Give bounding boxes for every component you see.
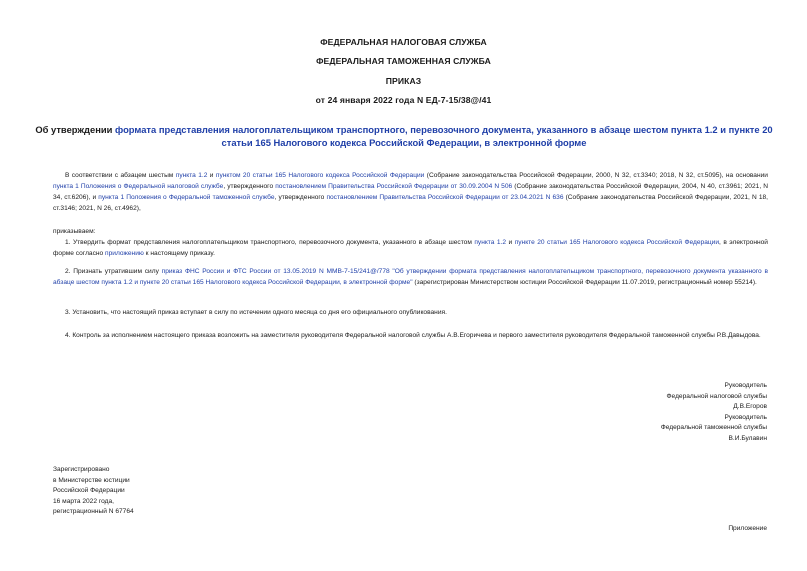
preamble-text-6: , утвержденного: [274, 194, 327, 201]
link-p1-2[interactable]: пункта 1.2: [175, 172, 208, 179]
link-polozhenie-fns[interactable]: пункта 1 Положения о Федеральной налоговой службе: [53, 183, 224, 190]
item1-link-p20[interactable]: пункте 20 статьи 165 Налогового кодекса Российской Федерации: [514, 239, 720, 246]
registration-line: регистрационный N 67764: [53, 508, 134, 515]
signature-line: Федеральной налоговой службы: [666, 392, 767, 400]
document-title: [34, 123, 774, 149]
item-2: [53, 266, 768, 288]
item1-text-3: , в электронной форме согласно: [53, 239, 768, 257]
header-fns: ФЕДЕРАЛЬНАЯ НАЛОГОВАЯ СЛУЖБА: [320, 37, 487, 47]
registration-line: 16 марта 2022 года,: [53, 497, 114, 505]
signature-line: Руководитель: [724, 382, 767, 389]
registration-line: Российской Федерации: [53, 487, 125, 494]
signature-line: Руководитель: [724, 413, 767, 421]
link-postanovlenie-636[interactable]: постановлением Правительства Российской Федерации от 23.04.2021 N 636: [326, 194, 564, 201]
item4-text: 4. Контроль за исполнением настоящего приказа возложить на заместителя руководителя Федеральной налоговой службы А.В.Егоричева и первого заместителя руководителя Федеральной таможенной службы Р.В.Давыдова.: [65, 332, 761, 339]
item1-text-1: 1. Утвердить формат представления налогоплательщиком транспортного, перевозочного документа, указанного в абзаце шестом: [65, 239, 475, 246]
item2-text-2: (зарегистрирован Министерством юстиции Российской Федерации 11.07.2019, регистрационный номер 55214).: [412, 279, 757, 286]
preamble-text-7: (Собрание законодательства Российской Федерации, 2021, N 18, ст.3146; 2021, N 26, ст.4962),: [53, 194, 768, 212]
header-prikaz: ПРИКАЗ: [385, 76, 422, 86]
item2-link-prikaz[interactable]: приказ ФНС России и ФТС России от 13.05.2019 N ММВ-7-15/241@/778 "Об утверждении формата представления налогоплательщиком транспортного, перевозочного документа указанного в абзаце шестом пункта 1.2 и пункте 20 статьи 165 Налогового кодекса Российской Федерации, в электронной форме": [53, 268, 768, 286]
preamble-text-4: , утвержденного: [223, 183, 276, 190]
link-postanovlenie-506[interactable]: постановлением Правительства Российской Федерации от 30.09.2004 N 506: [275, 183, 513, 190]
item1-link-p1-2[interactable]: пункта 1.2: [474, 239, 507, 246]
signature-line: В.И.Булавин: [728, 434, 767, 442]
preamble-text-3: (Собрание законодательства Российской Федерации, 2000, N 32, ст.3340; 2018, N 32, ст.5095), на основании: [424, 172, 768, 179]
registration-line: Зарегистрировано: [53, 466, 110, 473]
signature-line: Федеральной таможенной службы: [660, 424, 767, 431]
header-fts: ФЕДЕРАЛЬНАЯ ТАМОЖЕННАЯ СЛУЖБА: [316, 56, 491, 66]
registration-block: [53, 465, 134, 518]
item1-text-4: к настоящему приказу.: [143, 250, 215, 257]
item-4: [53, 330, 768, 341]
link-polozhenie-fts[interactable]: пункта 1 Положения о Федеральной таможенной службе: [98, 194, 275, 201]
registration-line: в Министерстве юстиции: [53, 476, 130, 484]
title-link[interactable]: формата представления налогоплательщиком транспортного, перевозочного документа, указанного в абзаце шестом пункта 1.2 и пункте 20 статьи 165 Налогового кодекса Российской Федерации, в электронной форме: [115, 124, 773, 148]
title-prefix: Об утверждении: [35, 124, 115, 135]
item3-text: 3. Установить, что настоящий приказ вступает в силу по истечении одного месяца со дня его официального опубликования.: [65, 309, 447, 316]
signature-line: Д.В.Егоров: [733, 403, 767, 410]
item-3: [53, 307, 768, 318]
item2-text-1: 2. Признать утратившим силу: [65, 268, 162, 275]
preamble-text-2: и: [207, 172, 216, 179]
preamble-text-5: (Собрание законодательства Российской Федерации, 2004, N 40, ст.3961; 2021, N 34, ст.6206), и: [53, 183, 768, 201]
link-p20-st165[interactable]: пунктом 20 статьи 165 Налогового кодекса Российской Федерации: [215, 172, 425, 179]
header-date-number: от 24 января 2022 года N ЕД-7-15/38@/41: [315, 95, 492, 105]
prikazyvaem-label: приказываем:: [53, 228, 96, 235]
item1-link-appendix[interactable]: приложению: [105, 250, 144, 257]
item1-text-2: и: [506, 239, 515, 246]
appendix-label: Приложение: [728, 525, 767, 532]
preamble-paragraph: [53, 170, 768, 214]
item-1: [53, 237, 768, 259]
signatures-block: [661, 381, 767, 444]
preamble-text-1: В соответствии с абзацем шестым: [65, 172, 176, 179]
